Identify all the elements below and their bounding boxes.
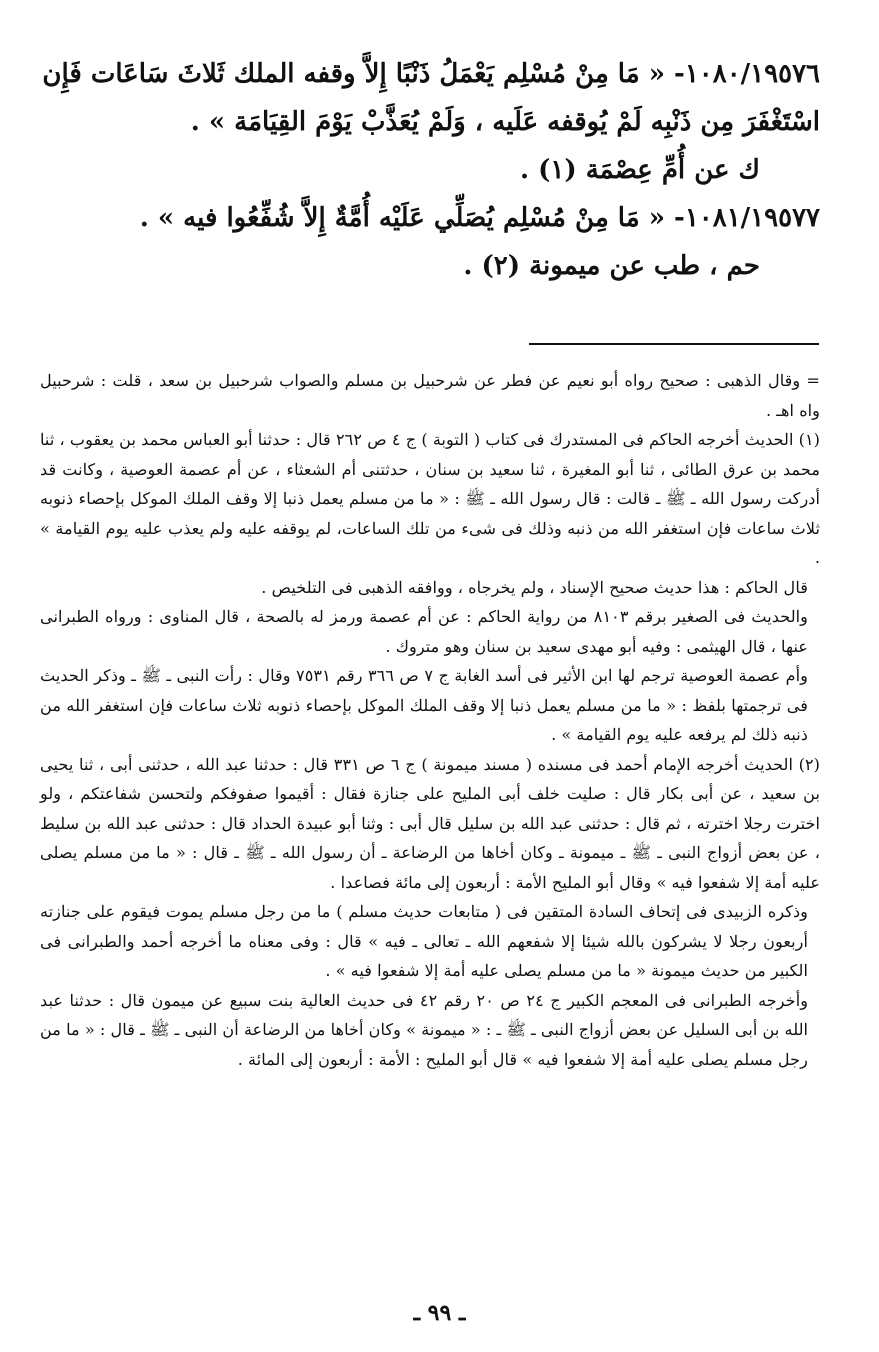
footnote-1-paragraph: قال الحاكم : هذا حديث صحيح الإسناد ، ولم يخرجاه ، ووافقه الذهبى فى التلخيص . — [261, 577, 808, 597]
footnote-1-paragraph: وأم عصمة العوصية ترجم لها ابن الأثير فى أسد الغابة ج ٧ ص ٣٦٦ رقم ٧٥٣١ وقال : رأت النبى ـ ﷺ ـ وذكر الحديث فى ترجمتها بلفظ : « ما من مسلم يعمل ذنبا إلا وقف الملك الموكل بإحصاء ذنوبه ثلاث ساعات فإن استغفر الله من ذنبه ذلك لم يرفعه عليه يوم القيامة » . — [40, 666, 808, 744]
footnote-1-paragraph: والحديث فى الصغير برقم ٨١٠٣ من رواية الحاكم : عن أم عصمة ورمز له بالصحة ، قال المناوى : ورواه الطبرانى عنها ، قال الهيثمى : وفيه أبو مهدى سعيد بن سنان وهو متروك . — [40, 607, 808, 656]
hadith-1080-source: ك عن أُمِّ عِصْمَة (١) . — [520, 155, 760, 185]
footnote-1: (١) الحديث أخرجه الحاكم فى المستدرك فى كتاب ( التوبة ) ج ٤ ص ٢٦٢ قال : حدثنا أبو العباس محمد بن يعقوب ، ثنا محمد بن عرق الطائى ، ثنا أبو المغيرة ، ثنا سعيد بن سنان ، حدثتنى أم الشعثاء ، عن أم عصمة العوصية ، وكانت قد أدركت رسول الله ـ ﷺ ـ قالت : قال رسول الله ـ ﷺ : « ما من مسلم يعمل ذنبا إلا وقف الملك الموكل بإحصاء ذنوبه ثلاث ساعات فإن استغفر الله من ذنبه وذلك فى شىء من تلك الساعات، لم يوقفه عليه ولم يعذب عليه يوم القيامة » . — [40, 430, 820, 567]
hadith-1081: ١٠٨١/١٩٥٧٧- « مَا مِنْ مُسْلِم يُصَلِّي عَلَيْه أُمَّةٌ إِلاَّ شُفِّعُوا فيه » . — [139, 203, 820, 233]
hadith-1081-source: حم ، طب عن ميمونة (٢) . — [463, 251, 760, 281]
footnote-2-paragraph: وأخرجه الطبرانى فى المعجم الكبير ج ٢٤ ص ٢٠ رقم ٤٢ فى حديث العالية بنت سبيع عن ميمون قال : حدثنا عبد الله بن أبى السليل عن بعض أزواج النبى ـ ﷺ ـ : « ميمونة » وكان أخاها من الرضاعة أن النبى ـ ﷺ ـ قال : « ما من رجل مسلم يصلى عليه أمة إلا شفعوا فيه » قال أبو المليح : الأمة : أربعون إلى المائة . — [39, 990, 809, 1069]
footnote-divider — [529, 343, 819, 345]
footnote-2: (٢) الحديث أخرجه الإمام أحمد فى مسنده ( مسند ميمونة ) ج ٦ ص ٣٣١ قال : حدثنا عبد الله ، حدثنى أبى ، ثنا يحيى بن سعيد ، عن أبى بكار قال : صليت خلف أبى المليح على جنازة فقال : أقيموا صفوفكم ولتحسن شفاعتكم ، ولو اخترت رجلا اخترته ، ثم قال : حدثنى عبد الله بن سليل قال أبى : وثنا أبو عبيدة الحداد قال : حدثنى عبد الله بن سليط ، عن بعض أزواج النبى ـ ﷺ ـ ميمونة ـ وكان أخاها من الرضاعة ـ أن رسول الله ـ ﷺ ـ قال : « ما من مسلم يصلى عليه أمة إلا شفعوا فيه » وقال أبو المليح الأمة : أربعون إلى مائة فصاعدا . — [40, 754, 820, 892]
page-number: ـ ٩٩ ـ — [413, 1300, 466, 1326]
main-text — [40, 50, 820, 290]
footnote-continuation: = وقال الذهبى : صحيح رواه أبو نعيم عن فطر عن شرحبيل بن مسلم والصواب شرحبيل بن سعد ، قلت : شرحبيل واه اهـ . — [40, 371, 820, 420]
footnotes — [40, 366, 820, 1074]
footnote-2-paragraph: وذكره الزبيدى فى إتحاف السادة المتقين فى ( متابعات حديث مسلم ) ما من رجل مسلم يموت فيقوم على جنازته أربعون رجلا لا يشركون بالله شيئا إلا شفعهم الله ـ تعالى ـ فيه » قال : وفى معناه ما أخرجه أحمد والطبرانى فى الكبير من حديث ميمونة « ما من مسلم يصلى عليه أمة إلا شفعوا فيه » . — [40, 902, 808, 980]
hadith-1080: ١٠٨٠/١٩٥٧٦- « مَا مِنْ مُسْلِم يَعْمَلُ ذَنْبًا إِلاَّ وقفه الملك ثَلاثَ سَاعَات فَإِن اسْتَغْفَرَ مِن ذَنْبِه لَمْ يُوقفه عَلَيه ، وَلَمْ يُعَذَّبْ يَوْمَ القِيَامَة » . — [42, 59, 820, 137]
